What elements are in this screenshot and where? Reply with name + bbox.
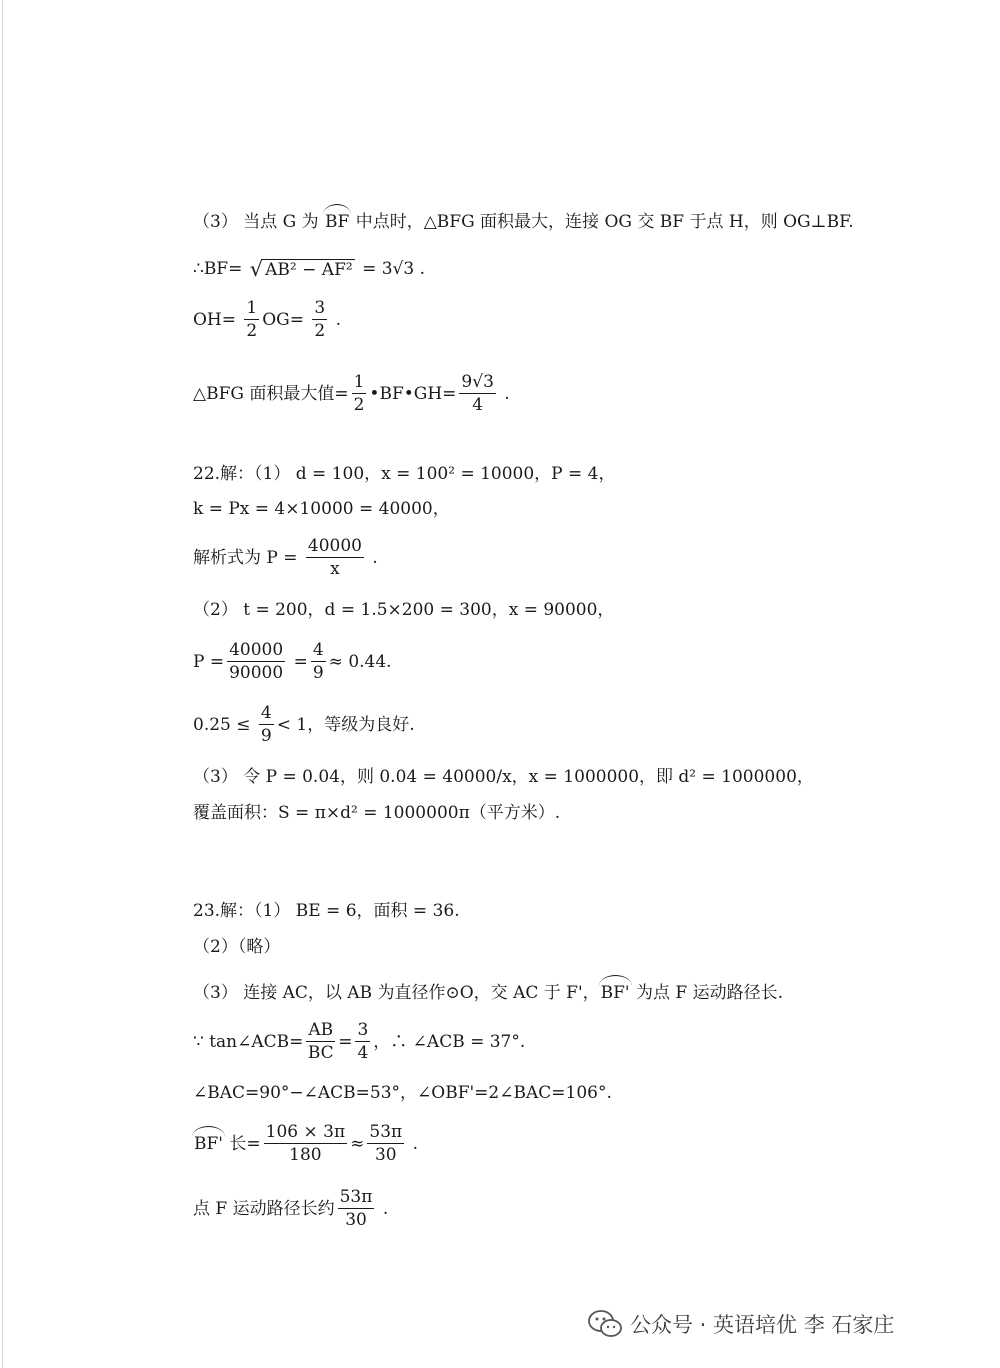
page-edge-divider: [2, 0, 3, 1368]
fraction: $\frac{40000}{x}$: [307, 536, 362, 579]
q23-line7: 点 F 运动路径长约 $\frac{53\pi}{30}$ .: [193, 1187, 389, 1230]
fraction: $\frac{3}{2}$: [314, 298, 326, 341]
arc-bf-prime: BF': [600, 983, 630, 1003]
q23-line4: ∵ tan∠ACB= $\frac{AB}{BC}$ = $\frac{3}{4}$ ，∴ ∠ACB = 37°.: [193, 1020, 526, 1063]
fraction: $\frac{4}{9}$: [312, 640, 324, 683]
q23-line3: （3） 连接 AC，以 AB 为直径作⊙O，交 AC 于 F'， BF' 为点 F 运动路径长.: [193, 983, 784, 1003]
q22-line4: （2） t = 200，d = 1.5×200 = 300，x = 90000，: [193, 600, 615, 620]
wechat-watermark: [588, 1306, 894, 1342]
arc-bf-prime: BF': [194, 1133, 223, 1154]
q23-line2: （2）（略）: [193, 937, 281, 957]
fraction: $\frac{AB}{BC}$: [307, 1020, 334, 1063]
q23-line1: 23.解：（1） BE = 6，面积 = 36.: [193, 901, 460, 921]
q23-line6: BF' 长= $\frac{106 \times 3\pi}{180}$ ≈ $\frac{53\pi}{30}$ .: [194, 1122, 418, 1165]
fraction: $\frac{1}{2}$: [353, 372, 365, 415]
q21-part3-line4: △BFG 面积最大值= $\frac{1}{2}$ •BF•GH= $\frac{9√3}{4}$ .: [193, 372, 510, 415]
fraction: $\frac{4}{9}$: [260, 703, 272, 746]
arc-bf: BF: [325, 212, 350, 232]
q22-line8: 覆盖面积：S = π×d² = 1000000π（平方米）.: [193, 803, 561, 823]
fraction: $\frac{53\pi}{30}$: [339, 1187, 373, 1230]
sqrt-expression: √ AB² − AF²: [249, 257, 353, 281]
q22-line1: 22.解：（1） d = 100，x = 100² = 10000，P = 4，: [193, 464, 616, 484]
q22-line2: k = Px = 4×10000 = 40000，: [193, 499, 450, 519]
q21-part3-line3: OH= $\frac{1}{2}$ OG= $\frac{3}{2}$ .: [193, 298, 342, 341]
q23-line5: ∠BAC=90°−∠ACB=53°，∠OBF'=2∠BAC=106°.: [193, 1083, 612, 1103]
q22-line7: （3） 令 P = 0.04，则 0.04 = 40000/x，x = 1000000，即 d² = 1000000，: [193, 767, 814, 787]
q22-line6: 0.25 ≤ $\frac{4}{9}$ < 1，等级为良好.: [193, 703, 415, 746]
q22-line3: 解析式为 P = $\frac{40000}{x}$ .: [193, 536, 378, 579]
fraction: $\frac{1}{2}$: [246, 298, 258, 341]
fraction: $\frac{40000}{90000}$: [229, 640, 284, 683]
fraction: $\frac{106 \times 3\pi}{180}$: [265, 1122, 346, 1165]
watermark-text: 公众号 · 英语培优 李 石家庄: [630, 1313, 895, 1337]
fraction: $\frac{53\pi}{30}$: [369, 1122, 403, 1165]
fraction: $\frac{9√3}{4}$: [461, 372, 494, 415]
fraction: $\frac{3}{4}$: [357, 1020, 369, 1063]
q22-line5: P = $\frac{40000}{90000}$ = $\frac{4}{9}$ ≈ 0.44.: [193, 640, 392, 683]
wechat-icon: [588, 1309, 622, 1339]
q21-part3-line1: （3） 当点 G 为 BF 中点时，△BFG 面积最大，连接 OG 交 BF 于点 H，则 OG⊥BF.: [193, 212, 854, 232]
q21-part3-line2: ∴BF= √ AB² − AF² = 3√3 .: [193, 257, 426, 281]
